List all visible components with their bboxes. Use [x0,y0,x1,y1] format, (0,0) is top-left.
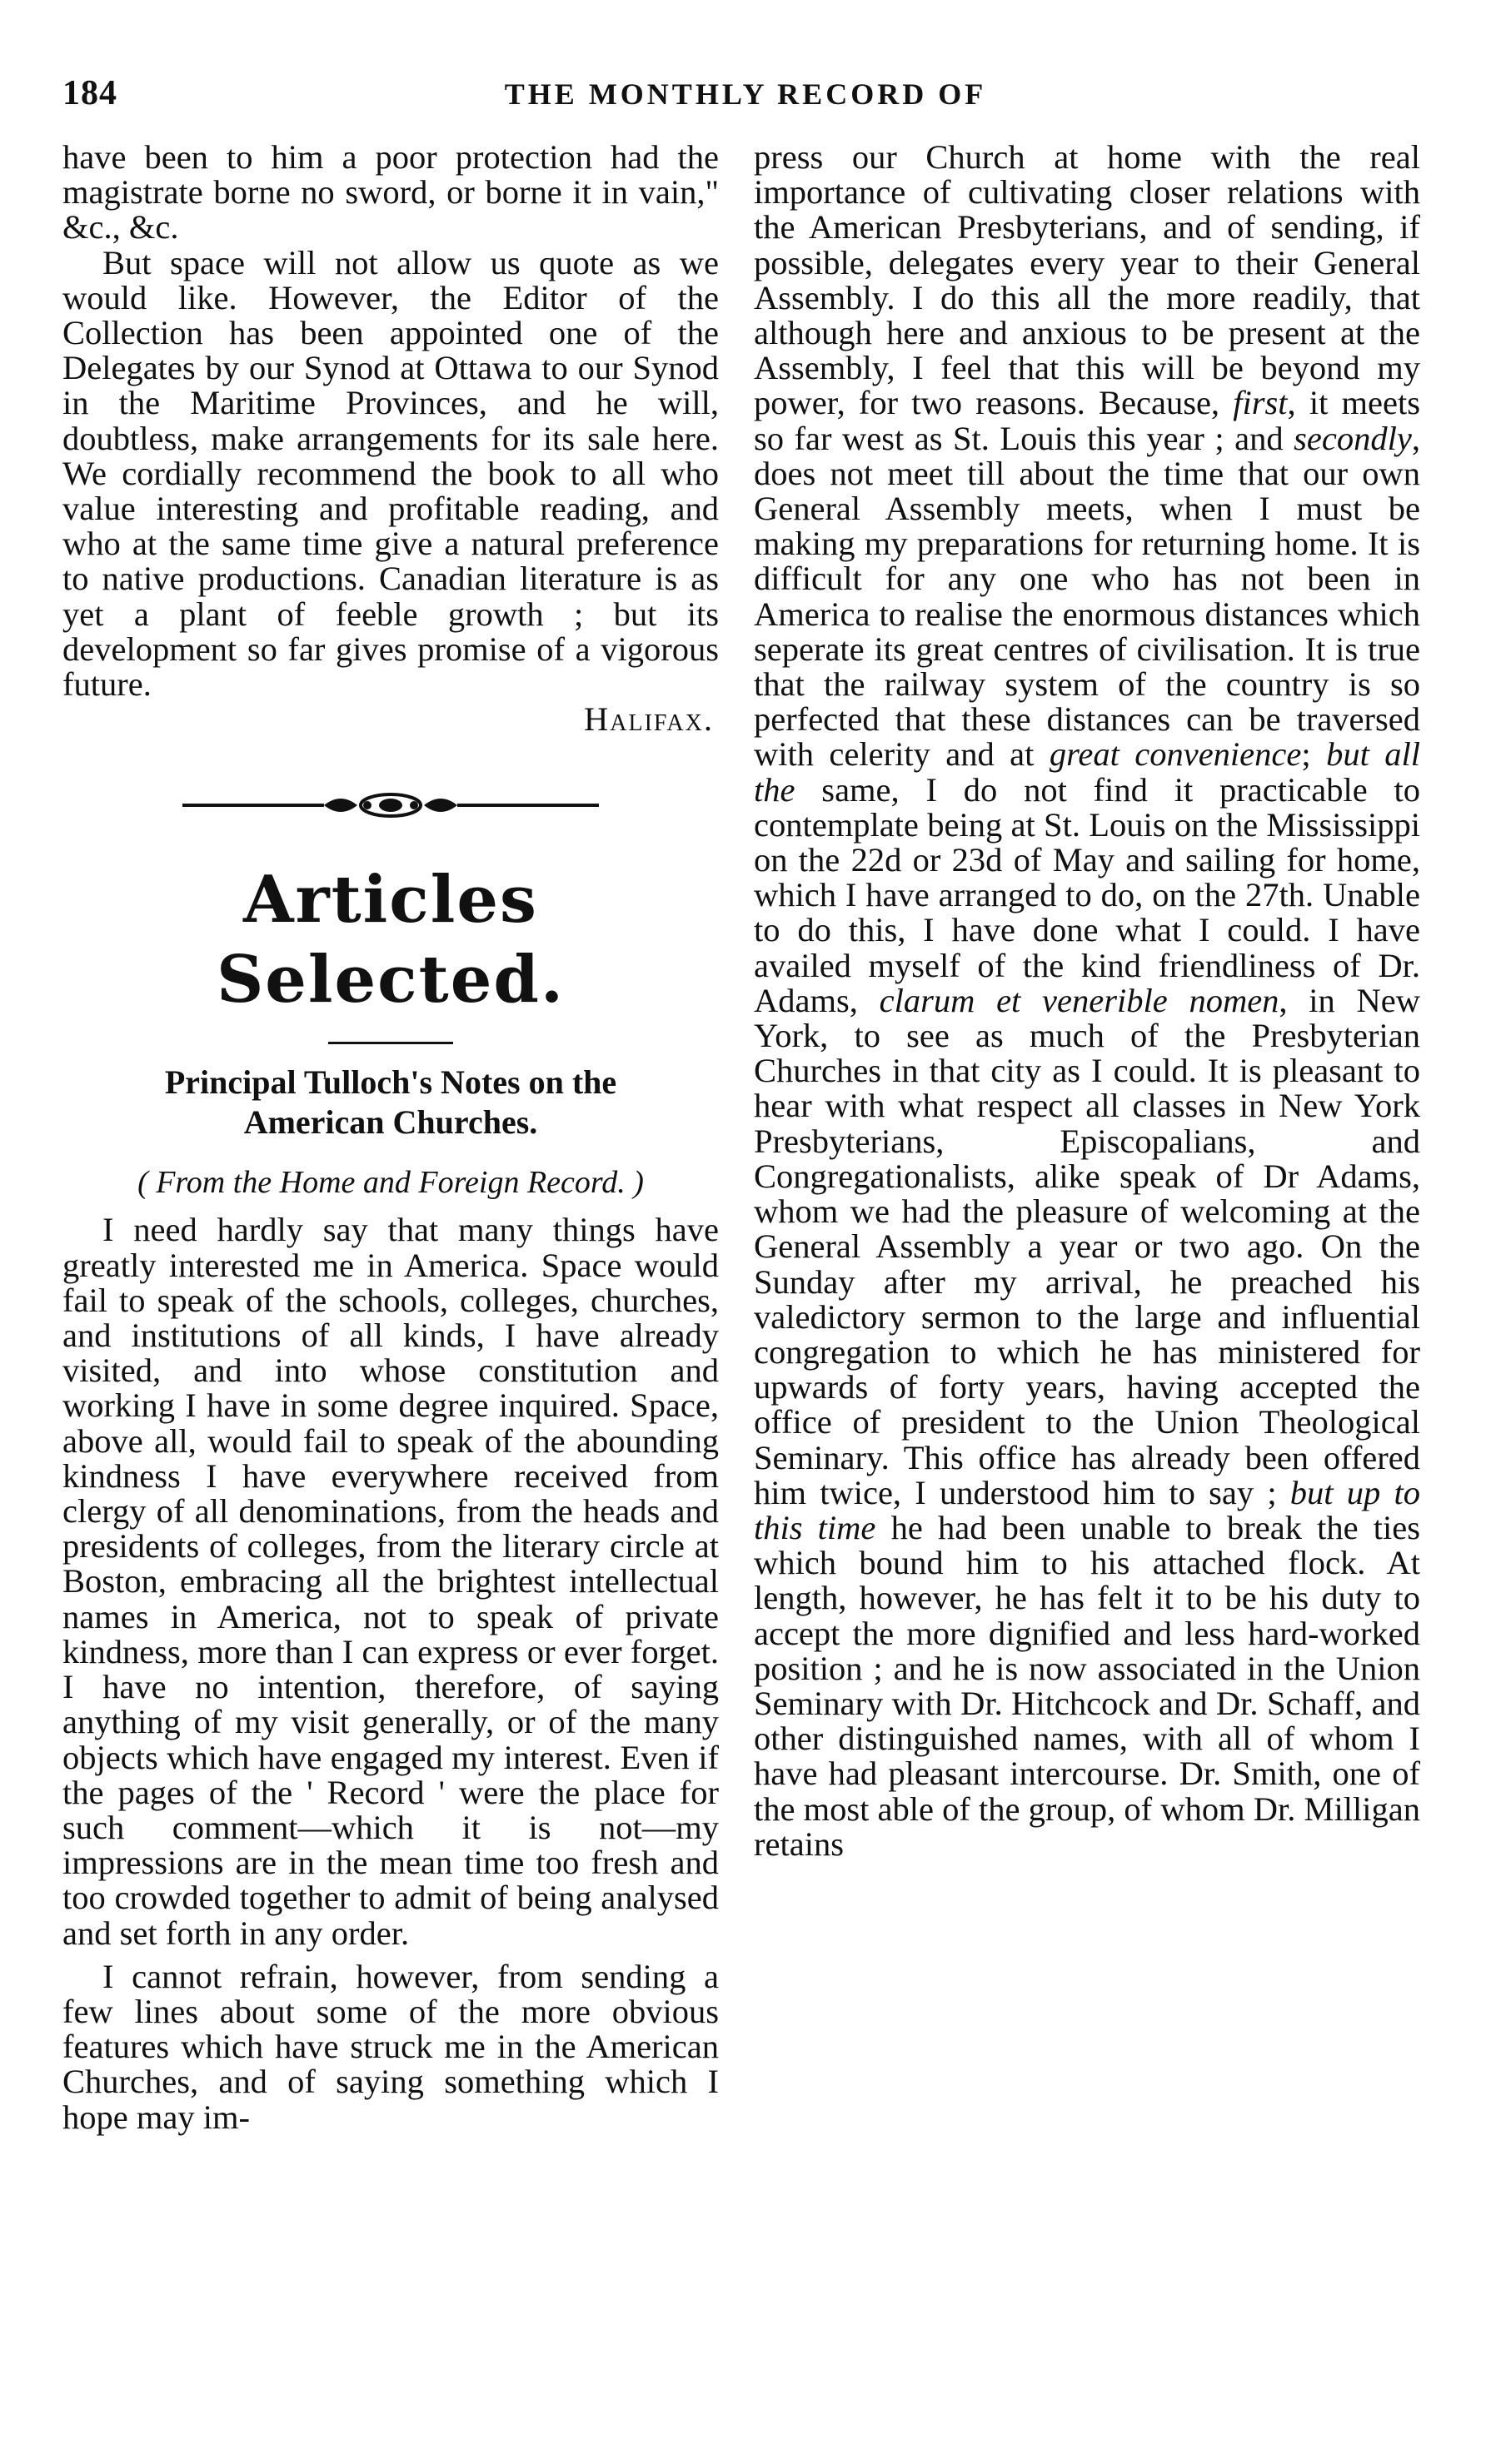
review-paragraph [62,243,719,704]
italic-run: clarum et venerible nomen [879,981,1279,1019]
review-paragraph-text: But space will not allow us quote as we would like. However, the Editor of the Collection has been appointed one of the Delegates by our Synod at Ottawa to our Synod in the Maritime Provinces, and he will, doubtless, make arrangements for its sale here. We cordially recommend the book to all who value interesting and profitable reading, and who at the same time give a natural preference to native productions. Canadian literature is as yet a plant of feeble growth ; but its development so far gives promise of a vigorous future. [62,243,719,704]
article-title [62,1063,719,1142]
text-run: same, I do not find it practicable to contemplate being at St. Louis on the Mississippi on the 22d or 23d of May and sailing for home, which I have arranged to do, on the 27th. Unable to do this, I have done what I could. I have availed myself of the kind friendliness of Dr. Adams, [754,770,1420,1019]
source-line: ( From the Home and Foreign Record. ) [137,1165,644,1201]
italic-run: first [1233,384,1288,422]
text-run: , in New York, to see as much of the Presbyterian Churches in that city as I could. It is pleasant to hear with what respect all classes in New York Presbyterians, Episcopalians, and Congregationalists, alike speak of Dr Adams, whom we had the pleasure of welcoming at the General Assembly a year or two ago. On the Sunday after my arrival, he preached his valedictory sermon to the large and influential congregation to which he has ministered for upwards of forty years, having accepted the office of president to the Union Theological Seminary. This office has already been offered him twice, I understood him to say ; [754,981,1420,1511]
page-number: 184 [62,74,117,112]
running-head: THE MONTHLY RECORD OF [504,77,987,111]
page-header [62,73,1429,123]
text-run: he had been unable to break the ties which bound him to his attached flock. At length, however, he has felt it to be his duty to accept the more dignified and less hard-worked position ; and he is now associated in the Union Seminary with Dr. Hitchcock and Dr. Schaff, and other distinguished names, with all of whom I have had pleasant intercourse. Dr. Smith, one of the most able of the group, of whom Dr. Milligan retains [754,1508,1420,1863]
section-heading: Articles Selected. [216,862,566,1018]
text-run: ; [1301,735,1327,774]
italic-run: secondly [1294,419,1412,457]
article-title-line1: Principal Tulloch's Notes on the [164,1063,617,1102]
right-column [754,140,1420,1862]
italic-run: but all the [754,735,1420,809]
signature: Halifax. [584,700,714,739]
article-paragraph-1: I need hardly say that many things have greatly interested me in America. Space would fail to speak of the schools, colleges, churches, and institutions of all kinds, I have already visited, and into whose constitution and working I have in some degree inquired. Space, above all, would fail to speak of the abounding kindness I have everywhere received from clergy of all denominations, from the heads and presidents of colleges, from the literary circle at Boston, embracing all the brightest intellectual names in America, not to speak of private kindness, more than I can express or ever forget. I have no intention, therefore, of saying anything of my visit generally, or of the many objects which have engaged my interest. Even if the pages of the ' Record ' were the place for such comment—which it is not—my impressions are in the mean time too fresh and too crowded together to admit of being analysed and set forth in any order. [62,1211,719,1952]
text-run: press our Church at home with the real importance of cultivating closer relations with the American Presbyterians, and of sending, if possible, delegates every year to their General Assembly. I do this all the more readily, that although here and anxious to be present at the Assembly, I feel that this will be beyond my power, for two reasons. Because, [754,138,1420,422]
right-paragraph [754,140,1420,1862]
text-run: , does not meet till about the time that our own General Assembly meets, when I must be making my preparations for returning home. It is difficult for any one who has not been in America to realise the enormous distances which seperate its great centres of civilisation. It is true that the railway system of the country is so perfected that these distances can be traversed with celerity and at [754,419,1420,774]
article-paragraph-2: I cannot refrain, however, from sending a few lines about some of the more obvious features which have struck me in the American Churches, and of saying something which I hope may im- [62,1957,719,2136]
text-run: , it meets so far west as St. Louis this year ; and [754,384,1420,457]
ornament-divider-icon [182,789,599,822]
left-column [62,140,719,2135]
opening-paragraph: have been to him a poor protection had the magistrate borne no sword, or borne it in vain," &c., &c. [62,138,719,246]
article-title-line2: American Churches. [243,1103,538,1142]
title-rule [328,1042,453,1044]
signature-line [62,702,719,737]
italic-run: great convenience [1049,735,1302,774]
italic-run: but up to this time [754,1473,1420,1546]
